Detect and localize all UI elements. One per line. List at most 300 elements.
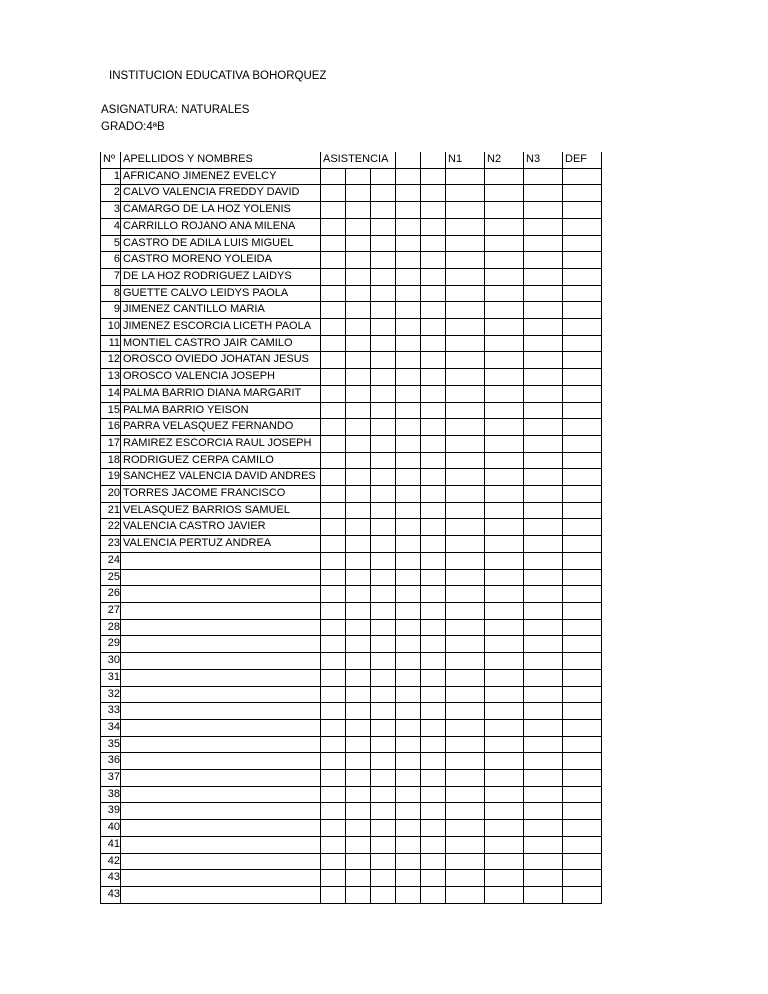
attendance-cell-2[interactable]: [346, 335, 371, 352]
grade-n1-cell[interactable]: [446, 602, 485, 619]
attendance-cell-5[interactable]: [421, 686, 446, 703]
attendance-cell-2[interactable]: [346, 302, 371, 319]
grade-def-cell[interactable]: [563, 352, 602, 369]
student-name-cell[interactable]: CARRILLO ROJANO ANA MILENA: [121, 218, 321, 235]
attendance-cell-4[interactable]: [396, 202, 421, 219]
grade-n3-cell[interactable]: [524, 753, 563, 770]
attendance-cell-5[interactable]: [421, 820, 446, 837]
student-name-cell[interactable]: [121, 836, 321, 853]
attendance-cell-4[interactable]: [396, 586, 421, 603]
grade-n2-cell[interactable]: [485, 736, 524, 753]
grade-n3-cell[interactable]: [524, 586, 563, 603]
student-name-cell[interactable]: AFRICANO JIMENEZ EVELCY: [121, 168, 321, 185]
attendance-cell-1[interactable]: [321, 419, 346, 436]
attendance-cell-2[interactable]: [346, 820, 371, 837]
attendance-cell-4[interactable]: [396, 619, 421, 636]
attendance-cell-3[interactable]: [371, 669, 396, 686]
attendance-cell-5[interactable]: [421, 352, 446, 369]
attendance-cell-4[interactable]: [396, 836, 421, 853]
grade-def-cell[interactable]: [563, 886, 602, 903]
attendance-cell-4[interactable]: [396, 820, 421, 837]
attendance-cell-3[interactable]: [371, 786, 396, 803]
attendance-cell-1[interactable]: [321, 302, 346, 319]
grade-n3-cell[interactable]: [524, 669, 563, 686]
attendance-cell-2[interactable]: [346, 435, 371, 452]
attendance-cell-2[interactable]: [346, 703, 371, 720]
grade-def-cell[interactable]: [563, 820, 602, 837]
attendance-cell-4[interactable]: [396, 268, 421, 285]
grade-n2-cell[interactable]: [485, 285, 524, 302]
grade-n2-cell[interactable]: [485, 653, 524, 670]
attendance-cell-3[interactable]: [371, 302, 396, 319]
grade-n3-cell[interactable]: [524, 235, 563, 252]
attendance-cell-2[interactable]: [346, 886, 371, 903]
attendance-cell-5[interactable]: [421, 602, 446, 619]
attendance-cell-2[interactable]: [346, 469, 371, 486]
grade-n1-cell[interactable]: [446, 202, 485, 219]
attendance-cell-1[interactable]: [321, 836, 346, 853]
attendance-cell-3[interactable]: [371, 419, 396, 436]
grade-n2-cell[interactable]: [485, 202, 524, 219]
student-name-cell[interactable]: [121, 886, 321, 903]
grade-n1-cell[interactable]: [446, 619, 485, 636]
grade-n2-cell[interactable]: [485, 719, 524, 736]
attendance-cell-4[interactable]: [396, 602, 421, 619]
attendance-cell-3[interactable]: [371, 502, 396, 519]
grade-n1-cell[interactable]: [446, 435, 485, 452]
grade-def-cell[interactable]: [563, 836, 602, 853]
grade-def-cell[interactable]: [563, 653, 602, 670]
student-name-cell[interactable]: JIMENEZ ESCORCIA LICETH PAOLA: [121, 319, 321, 336]
attendance-cell-3[interactable]: [371, 736, 396, 753]
grade-n1-cell[interactable]: [446, 252, 485, 269]
grade-n3-cell[interactable]: [524, 435, 563, 452]
grade-def-cell[interactable]: [563, 569, 602, 586]
attendance-cell-2[interactable]: [346, 319, 371, 336]
grade-n2-cell[interactable]: [485, 218, 524, 235]
student-name-cell[interactable]: DE LA HOZ RODRIGUEZ LAIDYS: [121, 268, 321, 285]
student-name-cell[interactable]: PALMA BARRIO DIANA MARGARIT: [121, 385, 321, 402]
attendance-cell-3[interactable]: [371, 686, 396, 703]
grade-n1-cell[interactable]: [446, 886, 485, 903]
attendance-cell-4[interactable]: [396, 753, 421, 770]
grade-n1-cell[interactable]: [446, 569, 485, 586]
grade-n3-cell[interactable]: [524, 770, 563, 787]
attendance-cell-4[interactable]: [396, 502, 421, 519]
grade-def-cell[interactable]: [563, 202, 602, 219]
student-name-cell[interactable]: RODRIGUEZ CERPA CAMILO: [121, 452, 321, 469]
grade-def-cell[interactable]: [563, 669, 602, 686]
student-name-cell[interactable]: TORRES JACOME FRANCISCO: [121, 486, 321, 503]
attendance-cell-4[interactable]: [396, 469, 421, 486]
attendance-cell-4[interactable]: [396, 385, 421, 402]
grade-n3-cell[interactable]: [524, 653, 563, 670]
attendance-cell-1[interactable]: [321, 502, 346, 519]
grade-n1-cell[interactable]: [446, 185, 485, 202]
attendance-cell-2[interactable]: [346, 268, 371, 285]
grade-n2-cell[interactable]: [485, 669, 524, 686]
attendance-cell-2[interactable]: [346, 402, 371, 419]
attendance-cell-4[interactable]: [396, 419, 421, 436]
grade-def-cell[interactable]: [563, 703, 602, 720]
grade-n1-cell[interactable]: [446, 302, 485, 319]
attendance-cell-4[interactable]: [396, 369, 421, 386]
attendance-cell-5[interactable]: [421, 268, 446, 285]
attendance-cell-4[interactable]: [396, 569, 421, 586]
grade-n2-cell[interactable]: [485, 886, 524, 903]
student-name-cell[interactable]: [121, 853, 321, 870]
grade-n3-cell[interactable]: [524, 185, 563, 202]
attendance-cell-2[interactable]: [346, 602, 371, 619]
attendance-cell-4[interactable]: [396, 486, 421, 503]
attendance-cell-4[interactable]: [396, 653, 421, 670]
attendance-cell-1[interactable]: [321, 369, 346, 386]
grade-n1-cell[interactable]: [446, 369, 485, 386]
grade-n2-cell[interactable]: [485, 636, 524, 653]
attendance-cell-4[interactable]: [396, 352, 421, 369]
attendance-cell-2[interactable]: [346, 736, 371, 753]
attendance-cell-1[interactable]: [321, 552, 346, 569]
attendance-cell-4[interactable]: [396, 719, 421, 736]
grade-n2-cell[interactable]: [485, 319, 524, 336]
grade-def-cell[interactable]: [563, 519, 602, 536]
attendance-cell-5[interactable]: [421, 285, 446, 302]
grade-def-cell[interactable]: [563, 602, 602, 619]
student-name-cell[interactable]: CALVO VALENCIA FREDDY DAVID: [121, 185, 321, 202]
attendance-cell-1[interactable]: [321, 385, 346, 402]
grade-n2-cell[interactable]: [485, 536, 524, 553]
attendance-cell-1[interactable]: [321, 602, 346, 619]
attendance-cell-5[interactable]: [421, 736, 446, 753]
attendance-cell-3[interactable]: [371, 870, 396, 887]
grade-n3-cell[interactable]: [524, 619, 563, 636]
attendance-cell-5[interactable]: [421, 302, 446, 319]
grade-n3-cell[interactable]: [524, 519, 563, 536]
attendance-cell-4[interactable]: [396, 218, 421, 235]
grade-n3-cell[interactable]: [524, 486, 563, 503]
grade-n1-cell[interactable]: [446, 703, 485, 720]
attendance-cell-1[interactable]: [321, 252, 346, 269]
grade-n3-cell[interactable]: [524, 786, 563, 803]
attendance-cell-5[interactable]: [421, 369, 446, 386]
grade-n1-cell[interactable]: [446, 770, 485, 787]
student-name-cell[interactable]: [121, 736, 321, 753]
attendance-cell-1[interactable]: [321, 820, 346, 837]
grade-n2-cell[interactable]: [485, 486, 524, 503]
grade-n2-cell[interactable]: [485, 870, 524, 887]
attendance-cell-5[interactable]: [421, 786, 446, 803]
student-name-cell[interactable]: [121, 686, 321, 703]
student-name-cell[interactable]: CASTRO DE ADILA LUIS MIGUEL: [121, 235, 321, 252]
grade-n2-cell[interactable]: [485, 803, 524, 820]
attendance-cell-2[interactable]: [346, 636, 371, 653]
attendance-cell-2[interactable]: [346, 352, 371, 369]
grade-n2-cell[interactable]: [485, 853, 524, 870]
attendance-cell-5[interactable]: [421, 319, 446, 336]
grade-def-cell[interactable]: [563, 168, 602, 185]
grade-n3-cell[interactable]: [524, 202, 563, 219]
attendance-cell-2[interactable]: [346, 218, 371, 235]
grade-n1-cell[interactable]: [446, 419, 485, 436]
attendance-cell-3[interactable]: [371, 285, 396, 302]
student-name-cell[interactable]: [121, 653, 321, 670]
student-name-cell[interactable]: [121, 719, 321, 736]
attendance-cell-1[interactable]: [321, 870, 346, 887]
grade-n1-cell[interactable]: [446, 335, 485, 352]
attendance-cell-4[interactable]: [396, 686, 421, 703]
attendance-cell-3[interactable]: [371, 569, 396, 586]
grade-n3-cell[interactable]: [524, 168, 563, 185]
student-name-cell[interactable]: [121, 602, 321, 619]
grade-n2-cell[interactable]: [485, 185, 524, 202]
grade-n1-cell[interactable]: [446, 268, 485, 285]
grade-n2-cell[interactable]: [485, 385, 524, 402]
grade-n2-cell[interactable]: [485, 235, 524, 252]
grade-n1-cell[interactable]: [446, 218, 485, 235]
grade-n2-cell[interactable]: [485, 552, 524, 569]
student-name-cell[interactable]: PARRA VELASQUEZ FERNANDO: [121, 419, 321, 436]
student-name-cell[interactable]: JIMENEZ CANTILLO MARIA: [121, 302, 321, 319]
grade-def-cell[interactable]: [563, 736, 602, 753]
grade-n2-cell[interactable]: [485, 786, 524, 803]
attendance-cell-3[interactable]: [371, 886, 396, 903]
attendance-cell-3[interactable]: [371, 218, 396, 235]
grade-n2-cell[interactable]: [485, 836, 524, 853]
grade-n2-cell[interactable]: [485, 352, 524, 369]
grade-n2-cell[interactable]: [485, 452, 524, 469]
attendance-cell-3[interactable]: [371, 352, 396, 369]
grade-n1-cell[interactable]: [446, 519, 485, 536]
attendance-cell-5[interactable]: [421, 218, 446, 235]
grade-n1-cell[interactable]: [446, 853, 485, 870]
attendance-cell-1[interactable]: [321, 886, 346, 903]
grade-def-cell[interactable]: [563, 853, 602, 870]
attendance-cell-1[interactable]: [321, 469, 346, 486]
grade-def-cell[interactable]: [563, 686, 602, 703]
grade-n1-cell[interactable]: [446, 352, 485, 369]
student-name-cell[interactable]: [121, 820, 321, 837]
attendance-cell-3[interactable]: [371, 469, 396, 486]
attendance-cell-1[interactable]: [321, 218, 346, 235]
attendance-cell-3[interactable]: [371, 653, 396, 670]
attendance-cell-3[interactable]: [371, 268, 396, 285]
attendance-cell-1[interactable]: [321, 770, 346, 787]
attendance-cell-2[interactable]: [346, 803, 371, 820]
attendance-cell-1[interactable]: [321, 268, 346, 285]
attendance-cell-3[interactable]: [371, 185, 396, 202]
attendance-cell-5[interactable]: [421, 619, 446, 636]
attendance-cell-5[interactable]: [421, 469, 446, 486]
attendance-cell-1[interactable]: [321, 669, 346, 686]
grade-n2-cell[interactable]: [485, 686, 524, 703]
attendance-cell-4[interactable]: [396, 302, 421, 319]
grade-n2-cell[interactable]: [485, 369, 524, 386]
attendance-cell-3[interactable]: [371, 536, 396, 553]
grade-n2-cell[interactable]: [485, 820, 524, 837]
student-name-cell[interactable]: [121, 586, 321, 603]
attendance-cell-3[interactable]: [371, 753, 396, 770]
grade-n3-cell[interactable]: [524, 502, 563, 519]
grade-n1-cell[interactable]: [446, 586, 485, 603]
attendance-cell-4[interactable]: [396, 552, 421, 569]
attendance-cell-5[interactable]: [421, 486, 446, 503]
grade-n2-cell[interactable]: [485, 252, 524, 269]
grade-n1-cell[interactable]: [446, 786, 485, 803]
grade-n3-cell[interactable]: [524, 536, 563, 553]
grade-n2-cell[interactable]: [485, 770, 524, 787]
attendance-cell-5[interactable]: [421, 569, 446, 586]
grade-n3-cell[interactable]: [524, 820, 563, 837]
attendance-cell-2[interactable]: [346, 519, 371, 536]
grade-n2-cell[interactable]: [485, 435, 524, 452]
attendance-cell-3[interactable]: [371, 836, 396, 853]
grade-n1-cell[interactable]: [446, 820, 485, 837]
attendance-cell-5[interactable]: [421, 202, 446, 219]
grade-n1-cell[interactable]: [446, 452, 485, 469]
attendance-cell-5[interactable]: [421, 653, 446, 670]
attendance-cell-2[interactable]: [346, 836, 371, 853]
grade-n2-cell[interactable]: [485, 586, 524, 603]
student-name-cell[interactable]: VELASQUEZ BARRIOS SAMUEL: [121, 502, 321, 519]
attendance-cell-1[interactable]: [321, 402, 346, 419]
attendance-cell-4[interactable]: [396, 185, 421, 202]
grade-n3-cell[interactable]: [524, 452, 563, 469]
attendance-cell-5[interactable]: [421, 636, 446, 653]
grade-n3-cell[interactable]: [524, 285, 563, 302]
grade-def-cell[interactable]: [563, 586, 602, 603]
grade-n2-cell[interactable]: [485, 519, 524, 536]
attendance-cell-5[interactable]: [421, 552, 446, 569]
grade-n3-cell[interactable]: [524, 302, 563, 319]
attendance-cell-3[interactable]: [371, 519, 396, 536]
attendance-cell-2[interactable]: [346, 419, 371, 436]
attendance-cell-2[interactable]: [346, 719, 371, 736]
attendance-cell-4[interactable]: [396, 786, 421, 803]
attendance-cell-5[interactable]: [421, 719, 446, 736]
grade-n1-cell[interactable]: [446, 736, 485, 753]
attendance-cell-5[interactable]: [421, 519, 446, 536]
grade-n1-cell[interactable]: [446, 836, 485, 853]
grade-def-cell[interactable]: [563, 502, 602, 519]
grade-n3-cell[interactable]: [524, 886, 563, 903]
grade-n1-cell[interactable]: [446, 669, 485, 686]
grade-def-cell[interactable]: [563, 786, 602, 803]
grade-def-cell[interactable]: [563, 369, 602, 386]
grade-n1-cell[interactable]: [446, 168, 485, 185]
student-name-cell[interactable]: MONTIEL CASTRO JAIR CAMILO: [121, 335, 321, 352]
student-name-cell[interactable]: PALMA BARRIO YEISON: [121, 402, 321, 419]
attendance-cell-4[interactable]: [396, 168, 421, 185]
student-name-cell[interactable]: CAMARGO DE LA HOZ YOLENIS: [121, 202, 321, 219]
attendance-cell-5[interactable]: [421, 770, 446, 787]
attendance-cell-2[interactable]: [346, 502, 371, 519]
grade-n3-cell[interactable]: [524, 870, 563, 887]
attendance-cell-5[interactable]: [421, 252, 446, 269]
attendance-cell-3[interactable]: [371, 853, 396, 870]
attendance-cell-1[interactable]: [321, 185, 346, 202]
attendance-cell-5[interactable]: [421, 385, 446, 402]
grade-n2-cell[interactable]: [485, 302, 524, 319]
attendance-cell-3[interactable]: [371, 235, 396, 252]
grade-def-cell[interactable]: [563, 619, 602, 636]
attendance-cell-3[interactable]: [371, 770, 396, 787]
attendance-cell-2[interactable]: [346, 285, 371, 302]
grade-n3-cell[interactable]: [524, 836, 563, 853]
grade-n1-cell[interactable]: [446, 385, 485, 402]
attendance-cell-5[interactable]: [421, 703, 446, 720]
grade-n3-cell[interactable]: [524, 636, 563, 653]
grade-n1-cell[interactable]: [446, 719, 485, 736]
student-name-cell[interactable]: GUETTE CALVO LEIDYS PAOLA: [121, 285, 321, 302]
grade-n3-cell[interactable]: [524, 719, 563, 736]
student-name-cell[interactable]: [121, 870, 321, 887]
grade-n1-cell[interactable]: [446, 469, 485, 486]
attendance-cell-3[interactable]: [371, 435, 396, 452]
attendance-cell-4[interactable]: [396, 853, 421, 870]
attendance-cell-4[interactable]: [396, 319, 421, 336]
attendance-cell-2[interactable]: [346, 786, 371, 803]
attendance-cell-2[interactable]: [346, 770, 371, 787]
grade-n3-cell[interactable]: [524, 402, 563, 419]
attendance-cell-1[interactable]: [321, 636, 346, 653]
grade-n3-cell[interactable]: [524, 803, 563, 820]
attendance-cell-4[interactable]: [396, 235, 421, 252]
attendance-cell-2[interactable]: [346, 385, 371, 402]
grade-def-cell[interactable]: [563, 185, 602, 202]
grade-n2-cell[interactable]: [485, 703, 524, 720]
grade-def-cell[interactable]: [563, 402, 602, 419]
attendance-cell-3[interactable]: [371, 586, 396, 603]
attendance-cell-3[interactable]: [371, 602, 396, 619]
student-name-cell[interactable]: [121, 770, 321, 787]
grade-n3-cell[interactable]: [524, 335, 563, 352]
grade-n1-cell[interactable]: [446, 686, 485, 703]
grade-n1-cell[interactable]: [446, 235, 485, 252]
attendance-cell-5[interactable]: [421, 836, 446, 853]
grade-def-cell[interactable]: [563, 486, 602, 503]
grade-def-cell[interactable]: [563, 719, 602, 736]
attendance-cell-1[interactable]: [321, 586, 346, 603]
attendance-cell-5[interactable]: [421, 502, 446, 519]
grade-n1-cell[interactable]: [446, 536, 485, 553]
grade-def-cell[interactable]: [563, 268, 602, 285]
attendance-cell-2[interactable]: [346, 486, 371, 503]
grade-def-cell[interactable]: [563, 870, 602, 887]
attendance-cell-1[interactable]: [321, 235, 346, 252]
attendance-cell-4[interactable]: [396, 736, 421, 753]
attendance-cell-1[interactable]: [321, 519, 346, 536]
grade-n3-cell[interactable]: [524, 686, 563, 703]
grade-def-cell[interactable]: [563, 435, 602, 452]
attendance-cell-4[interactable]: [396, 886, 421, 903]
attendance-cell-3[interactable]: [371, 703, 396, 720]
attendance-cell-3[interactable]: [371, 252, 396, 269]
attendance-cell-5[interactable]: [421, 753, 446, 770]
grade-n2-cell[interactable]: [485, 469, 524, 486]
attendance-cell-3[interactable]: [371, 452, 396, 469]
student-name-cell[interactable]: SANCHEZ VALENCIA DAVID ANDRES: [121, 469, 321, 486]
attendance-cell-1[interactable]: [321, 736, 346, 753]
attendance-cell-1[interactable]: [321, 486, 346, 503]
attendance-cell-2[interactable]: [346, 452, 371, 469]
attendance-cell-5[interactable]: [421, 168, 446, 185]
grade-n3-cell[interactable]: [524, 218, 563, 235]
attendance-cell-1[interactable]: [321, 352, 346, 369]
attendance-cell-4[interactable]: [396, 435, 421, 452]
grade-n2-cell[interactable]: [485, 268, 524, 285]
attendance-cell-3[interactable]: [371, 385, 396, 402]
attendance-cell-1[interactable]: [321, 653, 346, 670]
